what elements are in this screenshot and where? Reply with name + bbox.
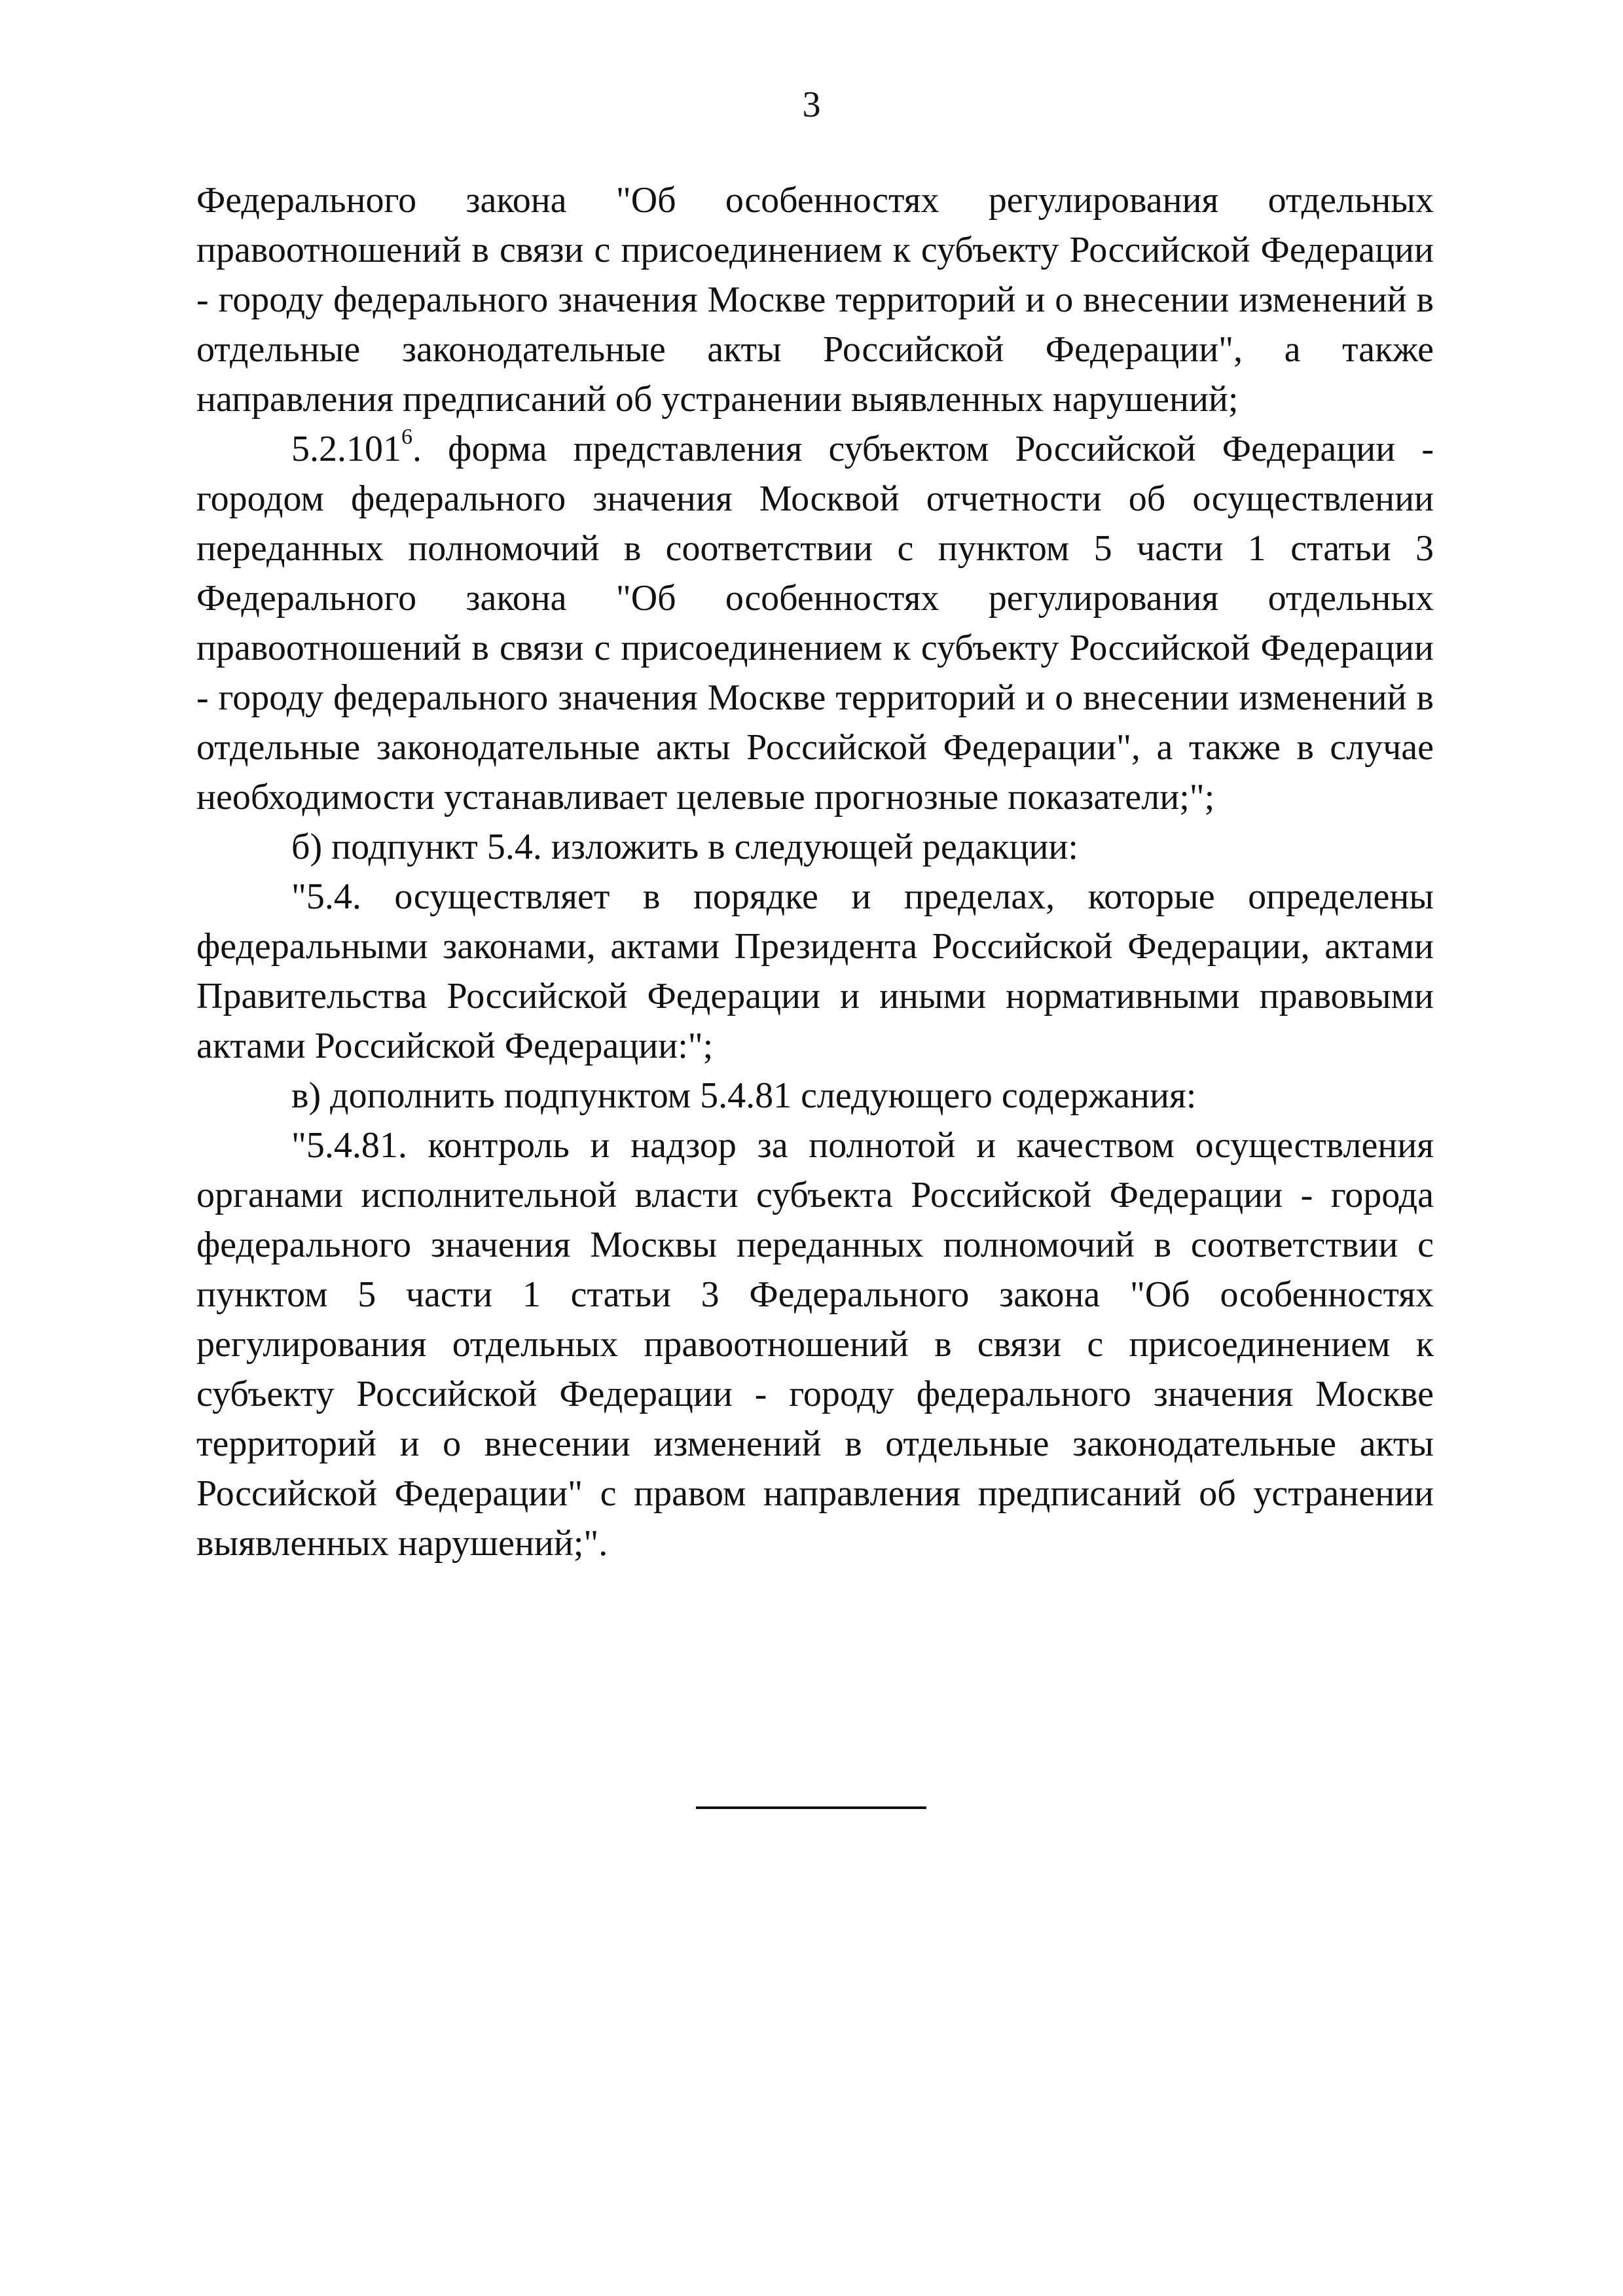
- paragraph-subitem-v: в) дополнить подпунктом 5.4.81 следующего содержания:: [291, 1075, 1197, 1116]
- end-of-document-divider: [696, 1806, 926, 1809]
- paragraph-item-5-4: "5.4. осуществляет в порядке и пределах, которые определены федеральными законами, актами Президента Российской Федерации, актами Правительства Российской Федерации и иными нормативными правовыми актами Российской Федерации:";: [196, 876, 1434, 1066]
- paragraph-item-5-2-101-6: [196, 424, 1434, 822]
- paragraph-item-5-4-81: "5.4.81. контроль и надзор за полнотой и качеством осуществления органами исполнительной власти субъекта Российской Федерации - города федерального значения Москвы переданных полномочий в соответствии с пунктом 5 части 1 статьи 3 Федерального закона "Об особенностях регулирования отдельных правоотношений в связи с присоединением к субъекту Российской Федерации - городу федерального значения Москве территорий и о внесении изменений в отдельные законодательные акты Российской Федерации" с правом направления предписаний об устранении выявленных нарушений;".: [196, 1125, 1434, 1564]
- item-superscript: 6: [401, 425, 412, 449]
- item-text: . форма представления субъектом Российской Федерации - городом федерального значения Москвой отчетности об осуществлении переданных полномочий в соответствии с пунктом 5 части 1 статьи 3 Федерального закона "Об особенностях регулирования отдельных правоотношений в связи с присоединением к субъекту Российской Федерации - городу федерального значения Москве территорий и о внесении изменений в отдельные законодательные акты Российской Федерации", а также в случае необходимости устанавливает целевые прогнозные показатели;";: [196, 429, 1434, 817]
- page-number: 3: [802, 84, 821, 125]
- document-body: [196, 175, 1434, 1568]
- paragraph-subitem-b: б) подпункт 5.4. изложить в следующей редакции:: [291, 827, 1078, 867]
- paragraph-continuation: Федерального закона "Об особенностях регулирования отдельных правоотношений в связи с присоединением к субъекту Российской Федерации - городу федерального значения Москве территорий и о внесении изменений в отдельные законодательные акты Российской Федерации", а также направления предписаний об устранении выявленных нарушений;: [196, 180, 1434, 420]
- item-number: 5.2.101: [291, 429, 401, 469]
